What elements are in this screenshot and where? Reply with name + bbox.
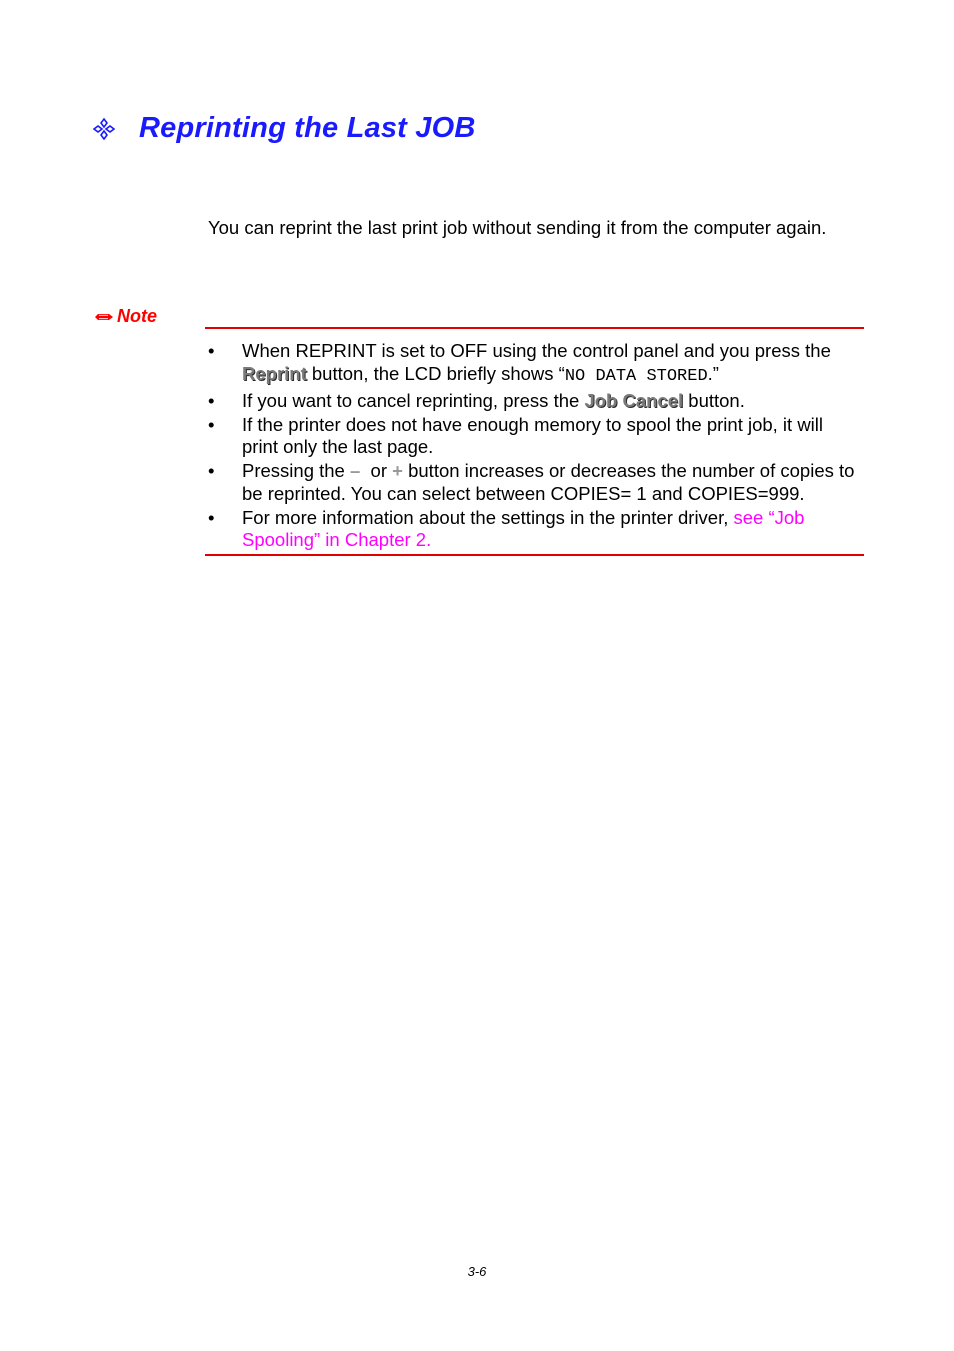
minus-icon: – [349,460,361,481]
item-text: When REPRINT is set to OFF using the control panel and you press the [242,340,831,361]
item-text: If you want to cancel reprinting, press the [242,389,585,411]
reprint-button-label: Reprint [242,362,307,384]
pencil-icon [94,311,114,323]
job-spooling-link[interactable]: see “Job Spooling” in Chapter 2. [242,506,805,550]
page-number: 3-6 [467,1264,487,1279]
list-item [205,390,864,413]
bullet: • [208,506,215,528]
note-label [94,306,157,327]
item-text: Pressing the [242,460,350,481]
list-item [205,507,864,552]
bullet: • [208,340,215,361]
bullet: • [208,413,215,435]
list-item [205,460,864,505]
section-heading [93,112,476,145]
list-item [205,340,864,388]
note-bottom-rule [205,554,864,556]
job-cancel-button-label: Job Cancel [584,389,684,411]
page-title: Reprinting the Last JOB [139,112,476,144]
item-text: If the printer does not have enough memory to spool the print job, it will print only the last page. [242,413,824,457]
bullet: • [208,460,215,481]
four-diamond-icon [93,118,115,140]
lcd-message: NO DATA STORED [564,366,708,386]
note-label-text: Note [117,306,157,326]
item-text: button increases or decreases the number of copies to be reprinted. You can select between COPIES= 1 and COPIES=999. [242,460,855,504]
item-text: button. [683,389,745,411]
item-text: or [360,460,393,481]
note-list [205,340,864,553]
item-text: .” [707,362,719,384]
item-text: button, the LCD briefly shows “ [306,362,565,384]
bullet: • [208,389,215,411]
item-text: For more information about the settings in the printer driver, [242,506,734,528]
list-item [205,414,864,459]
note-top-rule [205,327,864,329]
intro-paragraph: You can reprint the last print job without sending it from the computer again. [208,217,827,238]
plus-icon: + [392,460,403,481]
